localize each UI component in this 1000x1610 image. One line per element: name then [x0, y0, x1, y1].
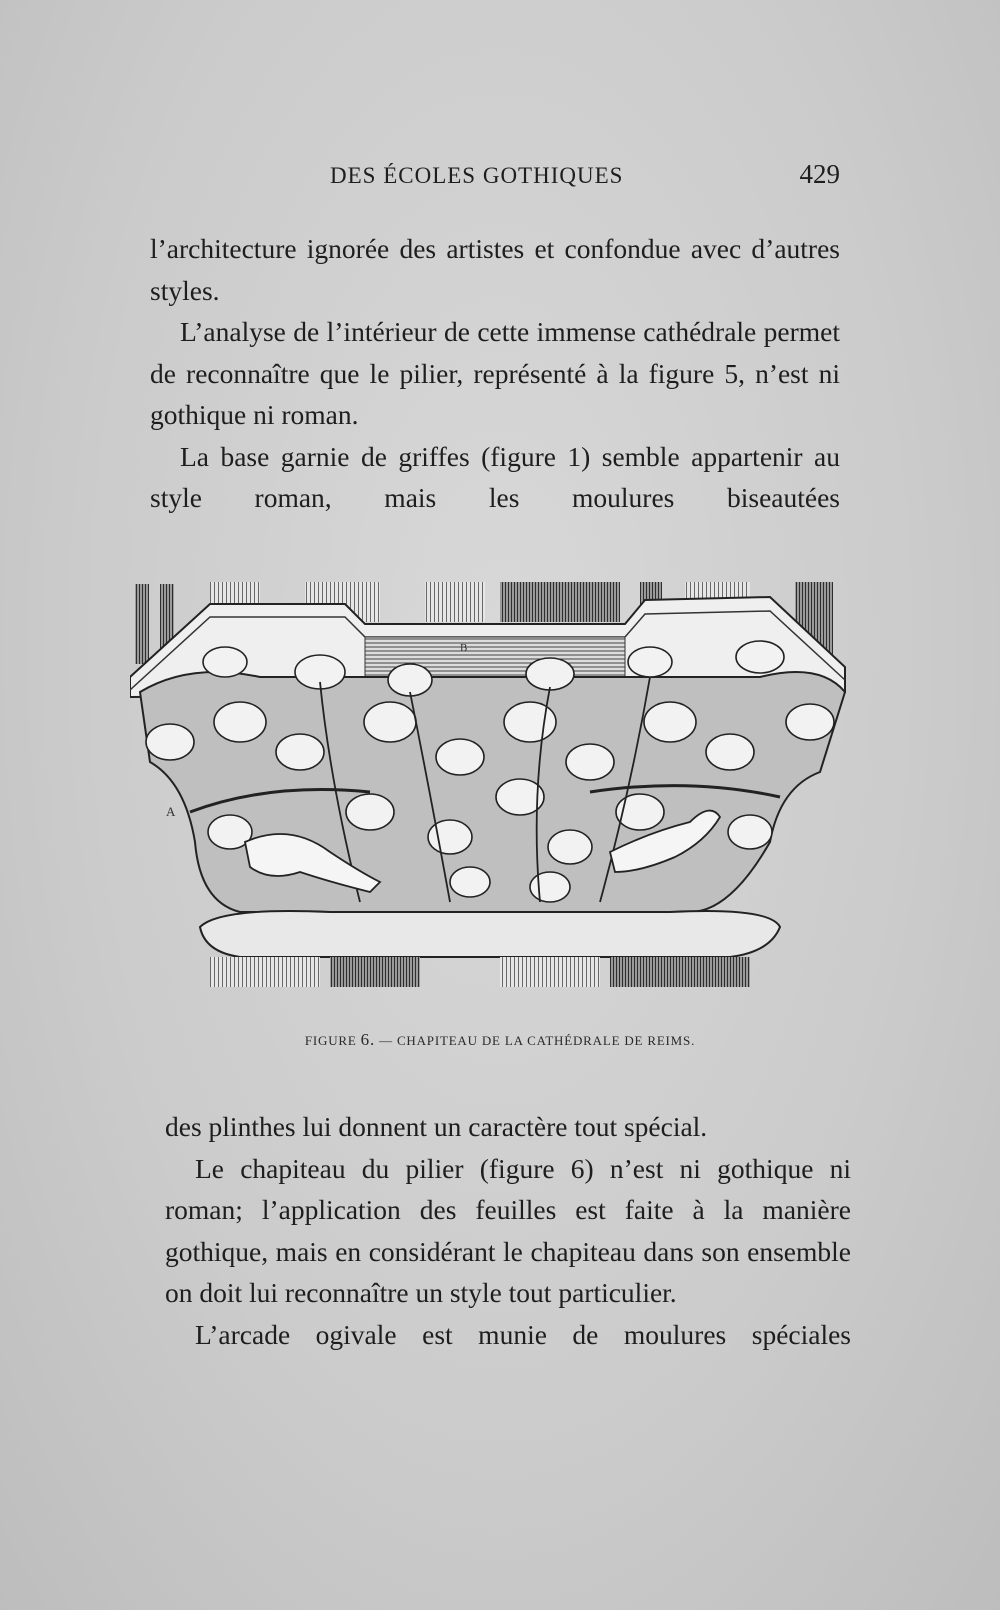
caption-text: — CHAPITEAU DE LA CATHÉDRALE DE REIMS.: [379, 1033, 696, 1048]
capital-illustration: [130, 582, 870, 1012]
paragraph: Le chapiteau du pilier (figure 6) n’est ni gothique ni roman; l’application des feuilles est faite à la manière gothique, mais en considérant le chapiteau dans son ensemble on doit lui reconnaître un style tout particulier.: [165, 1152, 851, 1308]
paragraph: des plinthes lui donnent un caractère tout spécial.: [165, 1111, 708, 1142]
paragraph: L’arcade ogivale est munie de moulures spéciales: [195, 1318, 851, 1350]
paragraph: La base garnie de griffes (figure 1) semble appartenir au style roman, mais les moulures biseautées: [150, 440, 840, 513]
text-block-top: [150, 228, 840, 519]
shaft: [330, 957, 420, 987]
shaft: [610, 957, 750, 987]
shaft: [210, 957, 320, 987]
caption-number: 6.: [360, 1030, 376, 1049]
shaft: [135, 584, 149, 664]
shaft: [425, 582, 485, 622]
paragraph: L’analyse de l’intérieur de cette immense cathédrale permet de reconnaître que le pilier, représenté à la figure 5, n’est ni gothique ni roman.: [150, 316, 840, 430]
shaft: [500, 582, 620, 622]
page-number: 429: [799, 159, 840, 189]
caption-prefix: FIGURE: [304, 1033, 357, 1048]
capital-engraving: [130, 582, 870, 1012]
text-block-bottom: [165, 1106, 851, 1355]
paragraph: l’architecture ignorée des artistes et confondue avec d’autres styles.: [150, 233, 840, 306]
running-title: DES ÉCOLES GOTHIQUES: [330, 163, 624, 188]
shaft: [500, 957, 600, 987]
label-a: A: [166, 804, 176, 819]
figure-caption: [150, 1030, 850, 1050]
label-b: B: [460, 642, 468, 654]
running-head: [150, 159, 840, 203]
astragal: [200, 911, 780, 957]
